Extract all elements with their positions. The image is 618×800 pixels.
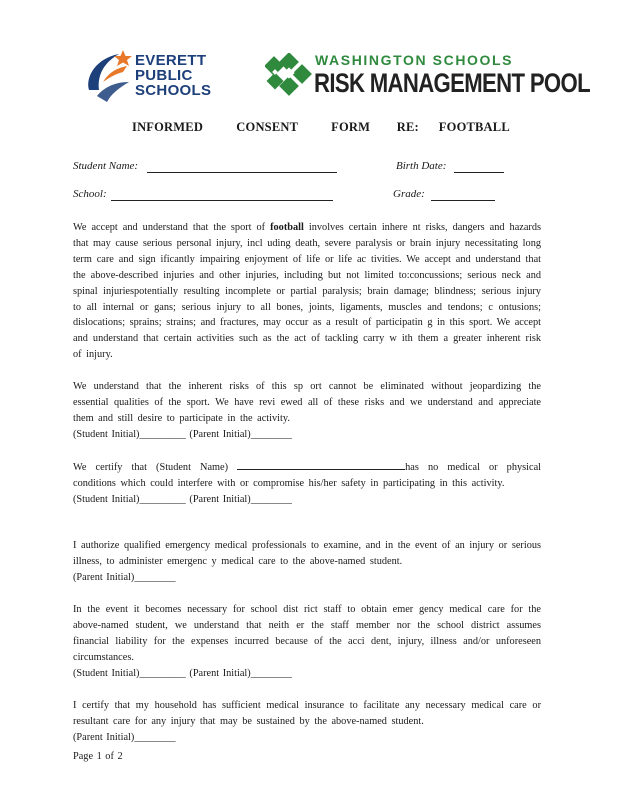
page-title: INFORMED CONSENT FORM RE: FOOTBALL <box>132 120 510 134</box>
initials-line[interactable]: (Student Initial)_________ (Parent Initial)________ <box>73 428 292 440</box>
authorize-text: I authorize qualified emergency medical professionals to examine, and in the event of an injury or serious illness, to administer emergenc y medical care to the above-named student. <box>73 540 541 567</box>
district-logo-line2: PUBLIC <box>135 67 193 84</box>
district-logo-line1: EVERETT <box>135 52 207 69</box>
grade-field[interactable] <box>431 200 495 201</box>
student-name-field[interactable] <box>147 172 337 173</box>
certify-paragraph <box>73 459 541 508</box>
sport-name: football <box>270 222 304 233</box>
pool-logo-bottom-text: RISK MANAGEMENT POOL <box>314 68 590 98</box>
insurance-text: I certify that my household has sufficient medical insurance to facilitate any necessary medical care or resultant care for any injury that may be sustained by the above-named student. <box>73 700 541 727</box>
understanding-paragraph <box>73 379 541 443</box>
liability-text: In the event it becomes necessary for school dist rict staff to obtain emer gency medical care for the above-named student, we understand that neith er the staff member nor the school district assumes financial liability for the expenses incurred because of the acci dent, injury, illness and/or unforeseen circumstances. <box>73 604 541 663</box>
district-logo-line3: SCHOOLS <box>135 82 212 99</box>
swoosh-star-icon <box>88 50 132 102</box>
initials-line[interactable]: (Student Initial)_________ (Parent Initial)________ <box>73 493 292 505</box>
certify-text-end: has no medical or physical conditions which could interfere with or compromise his/her safety in participating in this activity. <box>73 462 541 489</box>
student-name-blank[interactable] <box>237 459 405 470</box>
initials-line[interactable]: (Parent Initial)________ <box>73 571 176 583</box>
authorize-paragraph <box>73 538 541 586</box>
birth-date-label: Birth Date: <box>396 160 447 172</box>
initials-line[interactable]: (Student Initial)_________ (Parent Initial)________ <box>73 667 292 679</box>
district-logo-text <box>135 53 211 98</box>
school-field[interactable] <box>111 200 333 201</box>
liability-paragraph <box>73 602 541 682</box>
grade-label: Grade: <box>393 188 425 200</box>
risk-text-end: involves certain inhere nt risks, dangers and hazards that may cause serious personal injury, incl uding death, severe paralysis or brain injury necessitating long term care and sign ificantly impairing enjoyment of life or life ac tivities. We accept and understand that the above-described injuries and other injuries, including but not limited to:concussions; serious neck and spinal injuriespotentially resulting incomplete or partial paralysis; brain damage; blindness; serious injury to all internal or gans; serious injury to all bones, joints, ligaments, muscles and tendons; c ontusions; dislocations; sprains; strains; and fractures, may occur as a result of participatin g in this sport. We accept and understand that certain activities such as the act of tackling carry w ith them a greater inherent risk of injury. <box>73 222 541 361</box>
birth-date-field[interactable] <box>454 172 504 173</box>
initials-line[interactable]: (Parent Initial)________ <box>73 731 176 743</box>
insurance-paragraph <box>73 698 541 746</box>
pool-logo-top-text: WASHINGTON SCHOOLS <box>315 52 514 68</box>
understanding-text: We understand that the inherent risks of this sp ort cannot be eliminated without jeopardizing the essential qualities of the sport. We have revi ewed all of these risks and we understand and appreciate them and still desire to participate in the activity. <box>73 381 541 424</box>
green-knot-icon <box>265 53 313 99</box>
risk-paragraph <box>73 220 541 363</box>
risk-text-start: We accept and understand that the sport of <box>73 222 271 233</box>
student-name-label: Student Name: <box>73 160 139 172</box>
page-number: Page 1 of 2 <box>73 751 123 762</box>
certify-text-start: We certify that (Student Name) <box>73 462 229 473</box>
school-label: School: <box>73 188 107 200</box>
